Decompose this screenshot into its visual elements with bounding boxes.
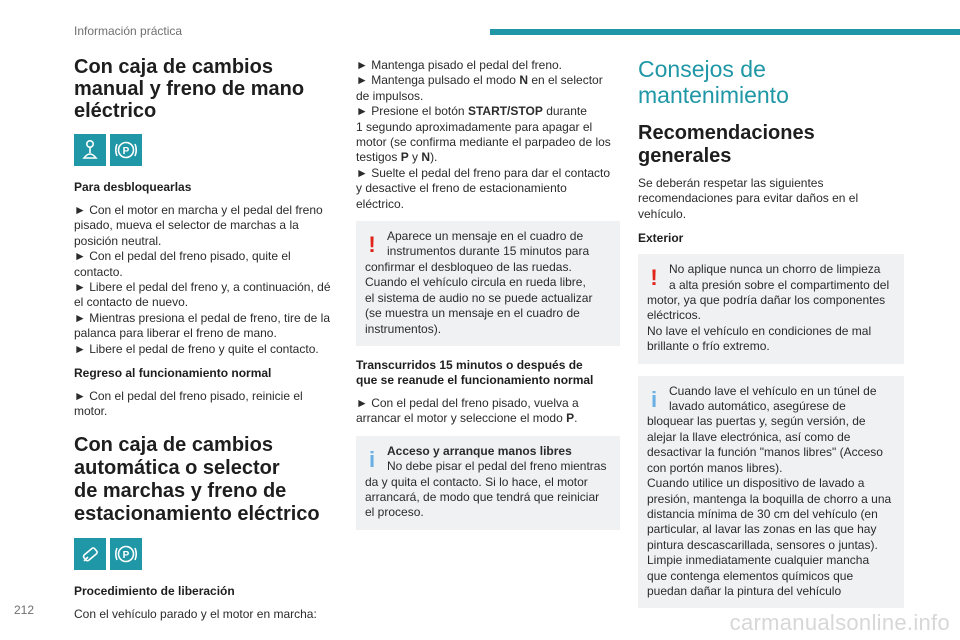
subheading-after-15-min: Transcurridos 15 minutos o después de que se reanude el funcionamiento normal <box>356 357 594 387</box>
watermark: carmanualsonline.info <box>729 610 950 635</box>
paragraph: Con el vehículo parado y el motor en marcha: <box>74 606 317 621</box>
heading-general-recommendations: Recomendaciones generales <box>638 122 815 167</box>
warning-icon: ! <box>650 265 658 291</box>
step-item: ► Mientras presiona el pedal de freno, tire de la palanca para liberar el freno de mano. <box>74 310 331 341</box>
running-header: Información práctica <box>74 24 183 38</box>
parking-brake-icon <box>110 134 142 166</box>
column-left <box>74 56 338 631</box>
info-box: i Cuando lave el vehículo en un túnel de lavado automático, asegúrese de bloquear las puertas y, según versión, de alejar la llave electrónica, así como de desactivar la función "manos libres" (Acceso con portón manos libres). Cuando utilice un dispositivo de lavado a presión, mantenga la boquilla de chorro a una distancia mínima de 30 cm del vehículo (en particular, al lavar las zonas en las que hay pintura descascarillada, sensores o juntas). Limpie inmediatamente cualquier mancha que contenga elementos químicos que puedan dañar la pintura del vehículo <box>638 376 904 609</box>
subheading-unlock: Para desbloquearlas <box>74 180 192 194</box>
step-item: ► Con el pedal del freno pisado, reinicie el motor. <box>74 389 303 419</box>
gear-shift-icon <box>74 134 106 166</box>
paragraph: Se deberán respetar las siguientes recomendaciones para evitar daños en el vehículo. <box>638 176 859 221</box>
subheading-return-normal: Regreso al funcionamiento normal <box>74 366 272 381</box>
header-accent-bar <box>490 29 960 35</box>
step-list: ► Mantenga pisado el pedal del freno. ► Mantenga pulsado el modo N en el selector de impulsos. ► Presione el botón START/STOP durante 1 segundo aproximadamente para apagar el motor (se confirma mediante el parpadeo de los testigos P y N). ► Suelte el pedal del freno para dar el contacto y desactive el freno de estacionamiento eléctrico. <box>356 58 611 211</box>
gear-selector-icon <box>74 538 106 570</box>
page-number: 212 <box>14 603 35 617</box>
warning-box: ! Aparece un mensaje en el cuadro de instrumentos durante 15 minutos para confirmar el desbloqueo de las ruedas. Cuando el vehículo circula en rueda libre, el sistema de audio no se puede actualizar (se muestra un mensaje en el cuadro de instrumentos). <box>356 221 620 346</box>
warning-icon: ! <box>368 232 376 258</box>
section-title: Consejos de mantenimiento <box>638 56 789 108</box>
parking-brake-icon <box>110 538 142 570</box>
icon-row-automatic <box>74 538 338 570</box>
svg-text:P: P <box>122 549 130 561</box>
heading-automatic-gearbox: Con caja de cambios automática o selector de marchas y freno de estacionamiento eléctrico <box>74 433 320 525</box>
column-middle <box>356 58 620 542</box>
step-item: ► Libere el pedal de freno y quite el contacto. <box>74 341 319 356</box>
subheading-release-procedure: Procedimiento de liberación <box>74 583 235 598</box>
heading-manual-gearbox: Con caja de cambios manual y freno de mano eléctrico <box>74 56 305 122</box>
svg-text:P: P <box>122 146 130 157</box>
warning-box: ! No aplique nunca un chorro de limpieza a alta presión sobre el compartimento del motor, ya que podría dañar los componentes eléctricos. No lave el vehículo en condiciones de mal brillante o frío extremo. <box>638 254 904 363</box>
info-box: i Acceso y arranque manos libres No debe pisar el pedal del freno mientras da y quita el contacto. Si lo hace, el motor arrancará, de modo que tendrá que reiniciar el proceso. <box>356 436 620 530</box>
step-item: ► Libere el pedal del freno y, a continuación, dé el contacto de nuevo. <box>74 280 331 310</box>
subheading-exterior: Exterior <box>638 231 684 246</box>
step-item: ► Con el motor en marcha y el pedal del freno pisado, mueva el selector de marchas a la posición neutral. <box>74 203 323 248</box>
step-item: ► Con el pedal del freno pisado, quite el contacto. <box>74 249 291 279</box>
step-item: ► Con el pedal del freno pisado, vuelva a arrancar el motor y seleccione el modo P. <box>356 395 579 426</box>
column-right <box>638 56 904 620</box>
info-icon: i <box>368 446 376 472</box>
info-icon: i <box>650 386 658 412</box>
icon-row-manual <box>74 134 338 166</box>
